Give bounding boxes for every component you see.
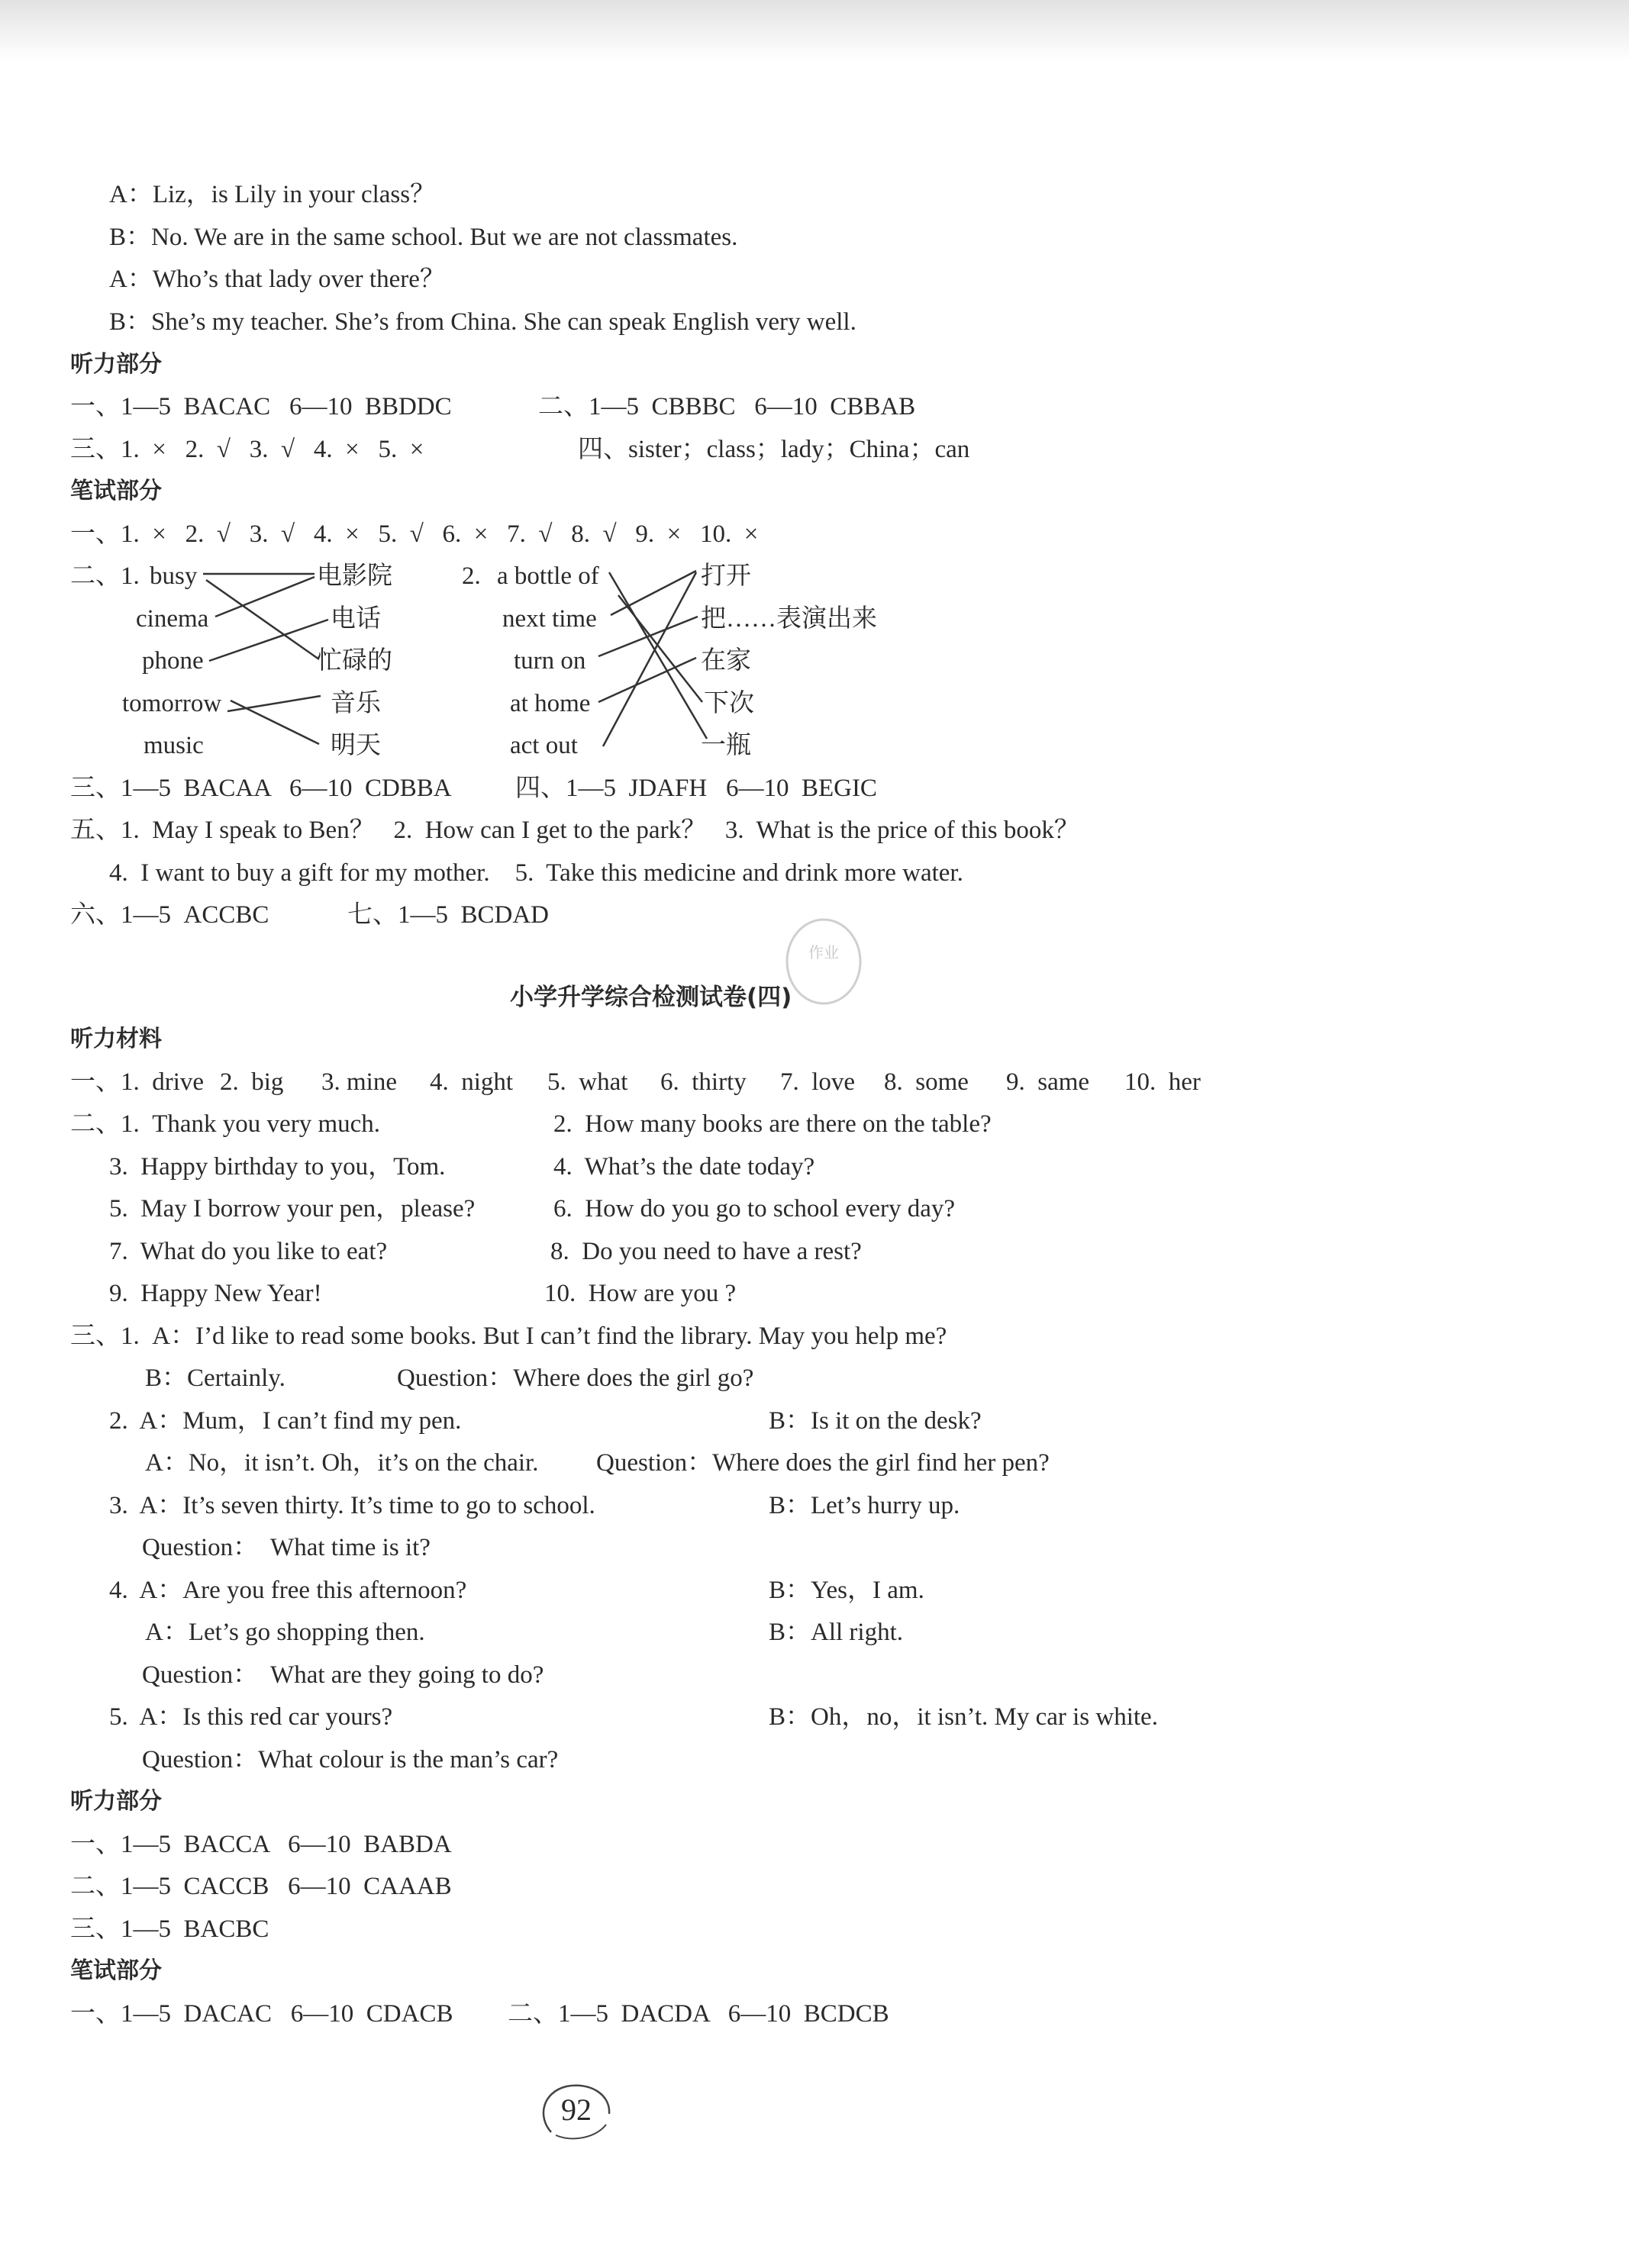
- match-line: [206, 580, 319, 659]
- dialog-line: A：Let’s go shopping then.: [145, 1619, 425, 1646]
- match-line: [598, 617, 698, 656]
- dialog-line: A：Who’s that lady over there？: [109, 266, 445, 293]
- section-title: 小学升学综合检测试卷(四): [510, 984, 792, 1011]
- homework-stamp: [782, 916, 866, 1015]
- match-left-word: a bottle of: [497, 562, 599, 590]
- dialog-line: B：Is it on the desk?: [769, 1407, 982, 1435]
- word-item: 4. night: [430, 1068, 514, 1096]
- dialog-line: B：No. We are in the same school. But we are not classmates.: [109, 224, 738, 251]
- match-line: [603, 572, 696, 746]
- match-left-word: busy: [150, 562, 198, 590]
- answer-line: 三、1—5 BACBC: [70, 1915, 269, 1943]
- match-right-word: 把……表演出来: [701, 605, 877, 633]
- dialog-line: 三、1. A：I’d like to read some books. But I can’t find the library. May you help me?: [70, 1322, 947, 1350]
- dialog-line: B：Yes，I am.: [769, 1577, 924, 1604]
- match-right-word: 忙碌的: [317, 647, 392, 675]
- answer-line: 一、1—5 DACAC 6—10 CDACB: [70, 2000, 453, 2028]
- writing-heading: 笔试部分: [70, 478, 162, 504]
- match-right-word: 在家: [701, 647, 751, 675]
- match-right-word: 明天: [331, 732, 381, 759]
- dialog-line: 2. A：Mum，I can’t find my pen.: [109, 1407, 462, 1435]
- material-heading: 听力材料: [70, 1026, 162, 1052]
- writing-heading: 笔试部分: [70, 1957, 162, 1984]
- dialog-line: 3. A：It’s seven thirty. It’s time to go to school.: [109, 1492, 595, 1519]
- answer-line: 三、1. × 2. √ 3. √ 4. × 5. ×: [70, 436, 424, 463]
- sentence-item: 5. May I borrow your pen，please?: [109, 1195, 476, 1223]
- dialog-line: A：Liz，is Lily in your class？: [109, 181, 436, 208]
- matching-label: 二、1.: [70, 562, 140, 590]
- dialog-line: B：Let’s hurry up.: [769, 1492, 960, 1519]
- answer-line: 七、1—5 BCDAD: [347, 901, 550, 929]
- match-line: [618, 595, 702, 702]
- question-line: Question：Where does the girl find her pen?: [596, 1449, 1050, 1477]
- word-item: 7. love: [780, 1068, 856, 1096]
- dialog-line: B：Oh，no，it isn’t. My car is white.: [769, 1703, 1158, 1731]
- answer-line: 一、1. × 2. √ 3. √ 4. × 5. √ 6. × 7. √ 8. √ 9. × 10. ×: [70, 520, 759, 548]
- sentence-item: 3. Happy birthday to you，Tom.: [109, 1153, 446, 1181]
- match-line: [231, 701, 319, 744]
- sentence-item: 10. How are you ?: [544, 1280, 737, 1307]
- stamp-text: 作业: [808, 943, 839, 962]
- question-line: Question： What are they going to do?: [142, 1661, 544, 1689]
- answer-line: 一、1—5 BACCA 6—10 BABDA: [70, 1831, 452, 1858]
- sentence-item: 4. What’s the date today?: [553, 1153, 815, 1181]
- word-item: 5. what: [547, 1068, 628, 1096]
- question-line: Question： What time is it?: [142, 1534, 431, 1561]
- listening-heading: 听力部分: [70, 1788, 162, 1815]
- answer-line: 4. I want to buy a gift for my mother. 5. Take this medicine and drink more water.: [109, 859, 963, 887]
- dialog-line: B：She’s my teacher. She’s from China. She can speak English very well.: [109, 308, 856, 336]
- match-right-word: 电影院: [317, 562, 392, 590]
- match-left-word: music: [144, 732, 204, 759]
- page-number: 92: [561, 2092, 592, 2127]
- match-line: [609, 572, 707, 739]
- answer-line: 五、1. May I speak to Ben？ 2. How can I get to the park？ 3. What is the price of this book？: [70, 817, 1079, 844]
- answer-line: 二、1—5 CBBBC 6—10 CBBAB: [538, 393, 916, 420]
- dialog-line: 5. A：Is this red car yours?: [109, 1703, 393, 1731]
- match-left-word: phone: [142, 647, 204, 675]
- dialog-line: B：Certainly.: [145, 1364, 285, 1392]
- dialog-line: 4. A：Are you free this afternoon?: [109, 1577, 467, 1604]
- question-line: Question：What colour is the man’s car?: [142, 1746, 559, 1773]
- question-line: Question：Where does the girl go?: [397, 1364, 754, 1392]
- dialog-line: A：No，it isn’t. Oh，it’s on the chair.: [145, 1449, 539, 1477]
- answer-line: 四、sister；class；lady；China；can: [578, 436, 970, 463]
- answer-line: 二、1—5 DACDA 6—10 BCDCB: [508, 2000, 889, 2028]
- sentence-item: 9. Happy New Year!: [109, 1280, 322, 1307]
- sentence-item: 6. How do you go to school every day?: [553, 1195, 956, 1223]
- match-right-word: 音乐: [331, 690, 381, 717]
- match-left-word: turn on: [514, 647, 586, 675]
- answer-line: 四、1—5 JDAFH 6—10 BEGIC: [515, 775, 877, 802]
- word-item: 3. mine: [321, 1068, 397, 1096]
- match-left-word: next time: [502, 605, 597, 633]
- answer-line: 六、1—5 ACCBC: [70, 901, 269, 929]
- match-right-word: 打开: [701, 562, 751, 590]
- match-line: [209, 620, 328, 661]
- match-right-word: 一瓶: [701, 732, 751, 759]
- word-item: 6. thirty: [660, 1068, 747, 1096]
- match-line: [227, 696, 321, 711]
- match-left-word: act out: [510, 732, 578, 759]
- match-left-word: cinema: [136, 605, 209, 633]
- answer-line: 一、1—5 BACAC 6—10 BBDDC: [70, 393, 452, 420]
- word-item: 10. her: [1124, 1068, 1201, 1096]
- word-item: 8. some: [884, 1068, 969, 1096]
- match-right-word: 电话: [331, 605, 381, 633]
- match-left-word: tomorrow: [122, 690, 222, 717]
- word-item: 2. big: [220, 1068, 284, 1096]
- dialog-line: B：All right.: [769, 1619, 904, 1646]
- sentence-item: 8. Do you need to have a rest?: [550, 1238, 862, 1265]
- sentence-item: 7. What do you like to eat?: [109, 1238, 388, 1265]
- answer-line: 二、1—5 CACCB 6—10 CAAAB: [70, 1873, 452, 1900]
- match-line: [611, 571, 696, 615]
- match-right-word: 下次: [704, 690, 754, 717]
- word-item: 一、1. drive: [70, 1068, 205, 1096]
- word-item: 9. same: [1006, 1068, 1090, 1096]
- listening-heading: 听力部分: [70, 351, 162, 378]
- matching-label: 2.: [462, 562, 481, 590]
- sentence-item: 2. How many books are there on the table?: [553, 1110, 992, 1138]
- sentence-item: 二、1. Thank you very much.: [70, 1110, 381, 1138]
- answer-line: 三、1—5 BACAA 6—10 CDBBA: [70, 775, 452, 802]
- match-left-word: at home: [510, 690, 591, 717]
